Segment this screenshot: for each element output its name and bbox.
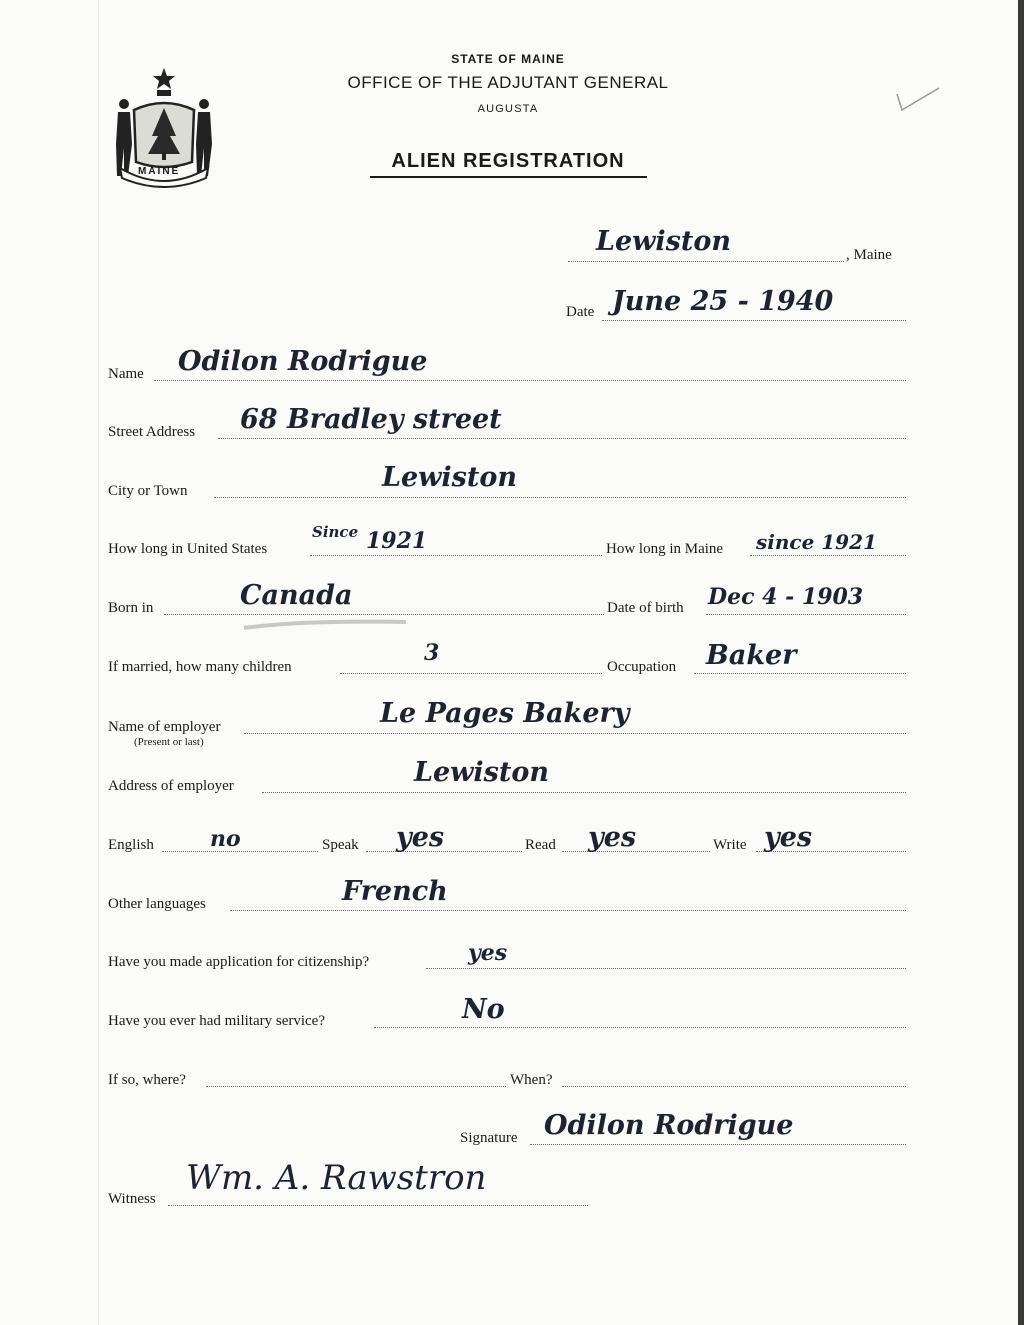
- other-lang-label: Other languages: [108, 896, 206, 912]
- header-city: AUGUSTA: [477, 103, 539, 115]
- name-line: [154, 380, 906, 381]
- maine-label: How long in Maine: [606, 541, 724, 557]
- title-underline: [370, 176, 647, 178]
- where-label: If so, where?: [108, 1072, 186, 1088]
- header-office: OFFICE OF THE ADJUTANT GENERAL: [347, 73, 669, 92]
- when-label: When?: [510, 1072, 553, 1088]
- employer-entry: Le Pages Bakery: [380, 698, 630, 729]
- dob-line: [706, 614, 906, 615]
- dob-label: Date of birth: [607, 600, 684, 616]
- children-line: [340, 673, 602, 674]
- signature-label: Signature: [460, 1130, 518, 1146]
- street-line: [218, 438, 906, 439]
- dob-entry: Dec 4 - 1903: [708, 584, 864, 610]
- other-lang-line: [230, 910, 906, 911]
- city-line: [214, 497, 906, 498]
- write-label: Write: [713, 837, 747, 853]
- witness-line: [168, 1205, 588, 1206]
- paper-fold: [98, 0, 99, 1325]
- speak-label: Speak: [322, 837, 359, 853]
- military-line: [374, 1027, 906, 1028]
- citizenship-entry: yes: [468, 940, 508, 966]
- ink-smudge: [242, 618, 408, 634]
- write-entry: yes: [764, 822, 813, 853]
- born-entry: Canada: [240, 580, 353, 611]
- children-entry: 3: [424, 640, 440, 666]
- where-line: [206, 1086, 506, 1087]
- employer-address-line: [262, 792, 906, 793]
- place-entry: Lewiston: [596, 226, 731, 257]
- maine-entry: since 1921: [756, 530, 877, 554]
- employer-address-label: Address of employer: [108, 778, 234, 794]
- occupation-line: [694, 673, 906, 674]
- us-label: How long in United States: [108, 541, 268, 557]
- place-suffix: , Maine: [846, 247, 892, 263]
- us-line: [310, 555, 602, 556]
- date-entry: June 25 - 1940: [612, 286, 834, 317]
- occupation-label: Occupation: [607, 659, 677, 675]
- military-entry: No: [462, 994, 505, 1025]
- city-entry: Lewiston: [382, 462, 517, 493]
- citizenship-line: [426, 968, 906, 969]
- other-lang-entry: French: [342, 876, 448, 907]
- employer-line: [244, 733, 906, 734]
- check-mark-icon: [895, 84, 941, 114]
- us-year-entry: 1921: [366, 528, 428, 554]
- street-entry: 68 Bradley street: [240, 404, 502, 435]
- employer-label: Name of employer: [108, 719, 221, 735]
- name-entry: Odilon Rodrigue: [178, 346, 428, 377]
- citizenship-label: Have you made application for citizenship?: [108, 954, 370, 970]
- place-line: [568, 261, 844, 262]
- signature-entry: Odilon Rodrigue: [544, 1110, 794, 1141]
- military-label: Have you ever had military service?: [108, 1013, 325, 1029]
- children-label: If married, how many children: [108, 659, 292, 675]
- seal-motto: MAINE: [138, 166, 181, 177]
- signature-line: [530, 1144, 906, 1145]
- when-line: [562, 1086, 906, 1087]
- employer-address-entry: Lewiston: [414, 757, 549, 788]
- city-label: City or Town: [108, 483, 188, 499]
- read-entry: yes: [588, 822, 637, 853]
- name-label: Name: [108, 366, 144, 382]
- maine-line: [750, 555, 906, 556]
- date-line: [602, 320, 906, 321]
- born-label: Born in: [108, 600, 154, 616]
- english-label: English: [108, 837, 154, 853]
- english-entry: no: [210, 826, 241, 852]
- occupation-entry: Baker: [706, 640, 797, 671]
- witness-label: Witness: [108, 1191, 156, 1207]
- us-since-entry: Since: [312, 523, 359, 541]
- header-state: STATE OF MAINE: [451, 52, 565, 66]
- employer-sub-label: (Present or last): [134, 736, 204, 748]
- date-label: Date: [566, 304, 595, 320]
- witness-entry: Wm. A. Rawstron: [186, 1158, 487, 1198]
- read-label: Read: [525, 837, 556, 853]
- form-title: ALIEN REGISTRATION: [391, 150, 625, 172]
- born-line: [164, 614, 604, 615]
- speak-entry: yes: [396, 822, 445, 853]
- street-label: Street Address: [108, 424, 196, 440]
